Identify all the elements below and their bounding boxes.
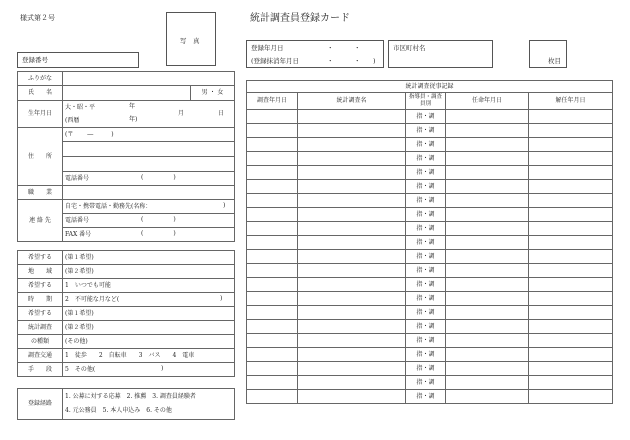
table-row (247, 362, 613, 376)
record-cell[interactable] (298, 124, 406, 138)
contact-fax-cell[interactable] (63, 228, 235, 242)
record-cell[interactable] (529, 152, 613, 166)
table-row (247, 110, 613, 124)
record-cell[interactable] (298, 250, 406, 264)
contact-type-label: 自宅・携帯電話・勤務先(名称： (65, 202, 152, 210)
record-cell[interactable] (298, 194, 406, 208)
reg-date-sep-2: ・ (354, 44, 361, 52)
record-cell[interactable] (247, 348, 298, 362)
record-cell[interactable] (529, 110, 613, 124)
record-cell[interactable] (446, 292, 529, 306)
record-cell[interactable] (446, 222, 529, 236)
year-unit: 年 (129, 103, 136, 110)
record-role-cell[interactable]: 指・調 (406, 236, 446, 250)
fax-parens: ( ) (141, 230, 176, 237)
record-cell[interactable] (446, 264, 529, 278)
record-cell[interactable] (247, 264, 298, 278)
table-row (247, 166, 613, 180)
type-label-1: 希望する (18, 307, 63, 321)
record-role-cell[interactable]: 指・調 (406, 306, 446, 320)
western-close: 年) (129, 116, 138, 123)
record-cell[interactable] (247, 166, 298, 180)
registration-date-box (246, 40, 384, 68)
record-cell[interactable] (529, 292, 613, 306)
record-cell[interactable] (298, 222, 406, 236)
record-cell[interactable] (446, 376, 529, 390)
reg-date-label: 登録年月日 (251, 44, 284, 52)
route-line-2: 4. 元公務員 5. 本人申込み 6. その他 (65, 407, 172, 414)
record-cell[interactable] (446, 166, 529, 180)
record-cell[interactable] (529, 250, 613, 264)
record-role-cell[interactable]: 指・調 (406, 376, 446, 390)
record-cell[interactable] (529, 334, 613, 348)
type-label-3: の種類 (18, 335, 63, 349)
address-phone-label: 電話番号 (65, 174, 90, 182)
record-cell[interactable] (446, 390, 529, 404)
birth-era-cell[interactable] (63, 101, 235, 115)
route-label: 登録経路 (18, 389, 63, 420)
transport-label-1: 調査交通 (18, 349, 63, 363)
time-option-2-cell[interactable] (63, 293, 235, 307)
record-cell[interactable] (446, 362, 529, 376)
record-cell[interactable] (298, 362, 406, 376)
record-cell[interactable] (529, 264, 613, 278)
table-row (247, 236, 613, 250)
area-second-choice[interactable]: (第２希望) (63, 265, 235, 279)
record-cell[interactable] (298, 376, 406, 390)
record-cell[interactable] (298, 264, 406, 278)
record-cell[interactable] (529, 376, 613, 390)
record-cell[interactable] (298, 306, 406, 320)
record-cell[interactable] (247, 278, 298, 292)
table-row (247, 138, 613, 152)
table-row (247, 180, 613, 194)
record-role-cell[interactable]: 指・調 (406, 194, 446, 208)
table-row (247, 320, 613, 334)
furigana-field[interactable] (63, 72, 235, 86)
type-other[interactable]: (その他) (63, 335, 235, 349)
record-cell[interactable] (529, 138, 613, 152)
western-open: (西暦 (65, 116, 80, 124)
table-row (247, 124, 613, 138)
municipality-box (388, 40, 493, 68)
form-number: 様式第２号 (20, 14, 55, 22)
record-cell[interactable] (446, 320, 529, 334)
time-option-1[interactable]: 1 いつでも可能 (63, 279, 235, 293)
transport-other-close: ) (161, 365, 164, 372)
record-cell[interactable] (298, 320, 406, 334)
record-cell[interactable] (298, 278, 406, 292)
address-line-1[interactable] (63, 142, 235, 157)
transport-options[interactable]: 1 徒歩 2 自転車 3 バス 4 電車 (63, 349, 235, 363)
occupation-label: 職 業 (18, 186, 63, 200)
registration-route-table (17, 388, 235, 420)
type-second-choice[interactable]: (第２希望) (63, 321, 235, 335)
table-row (247, 208, 613, 222)
contact-phone-label: 電話番号 (65, 216, 90, 224)
record-header-row (247, 93, 613, 110)
record-cell[interactable] (529, 180, 613, 194)
record-cell[interactable] (529, 348, 613, 362)
record-cell[interactable] (247, 222, 298, 236)
address-phone-cell[interactable] (63, 172, 235, 186)
photo-label: 写 真 (180, 37, 200, 45)
table-row (247, 264, 613, 278)
record-cell[interactable] (298, 390, 406, 404)
dereg-date-close: ) (373, 57, 376, 65)
occupation-field[interactable] (63, 186, 235, 200)
record-role-cell[interactable]: 指・調 (406, 390, 446, 404)
record-header-4: 解任年月日 (529, 93, 613, 110)
record-cell[interactable] (529, 278, 613, 292)
record-role-cell[interactable]: 指・調 (406, 278, 446, 292)
record-cell[interactable] (446, 236, 529, 250)
registration-number-box (17, 52, 139, 68)
survey-record-table (246, 80, 613, 404)
record-role-cell[interactable]: 指・調 (406, 334, 446, 348)
record-cell[interactable] (298, 292, 406, 306)
record-cell[interactable] (298, 180, 406, 194)
time-label-2: 時 期 (18, 293, 63, 307)
record-cell[interactable] (529, 222, 613, 236)
record-cell[interactable] (247, 124, 298, 138)
record-cell[interactable] (247, 208, 298, 222)
name-label: 氏 名 (18, 86, 63, 101)
record-role-cell[interactable]: 指・調 (406, 138, 446, 152)
record-cell[interactable] (446, 208, 529, 222)
record-cell[interactable] (298, 152, 406, 166)
table-row (247, 348, 613, 362)
preferences-table (17, 250, 235, 377)
record-cell[interactable] (446, 250, 529, 264)
birth-western-cell[interactable] (63, 110, 235, 128)
record-role-cell[interactable]: 指・調 (406, 222, 446, 236)
era-options: 大・昭・平 (65, 103, 96, 111)
table-row (247, 194, 613, 208)
record-cell[interactable] (529, 390, 613, 404)
page-count-label: 枚目 (548, 57, 561, 65)
record-cell[interactable] (529, 236, 613, 250)
table-row (247, 292, 613, 306)
type-first-choice[interactable]: (第１希望) (63, 307, 235, 321)
record-role-cell[interactable]: 指・調 (406, 292, 446, 306)
record-cell[interactable] (298, 334, 406, 348)
record-header-0: 調査年月日 (247, 93, 298, 110)
record-role-cell[interactable]: 指・調 (406, 110, 446, 124)
record-cell[interactable] (247, 194, 298, 208)
table-row (247, 152, 613, 166)
record-cell[interactable] (529, 362, 613, 376)
record-cell[interactable] (298, 208, 406, 222)
table-row (247, 222, 613, 236)
page-title: 統計調査員登録カード (250, 13, 350, 24)
record-cell[interactable] (298, 348, 406, 362)
area-label-1: 希望する (18, 251, 63, 265)
address-label: 住 所 (18, 128, 63, 186)
contact-phone-cell[interactable] (63, 214, 235, 228)
furigana-label: ふりがな (18, 72, 63, 86)
record-cell[interactable] (529, 320, 613, 334)
table-row (247, 278, 613, 292)
personal-info-table (17, 71, 235, 242)
record-role-cell[interactable]: 指・調 (406, 166, 446, 180)
record-cell[interactable] (247, 390, 298, 404)
reg-date-sep-1: ・ (327, 44, 334, 52)
record-role-cell[interactable]: 指・調 (406, 152, 446, 166)
record-cell[interactable] (446, 180, 529, 194)
name-field[interactable] (63, 86, 191, 101)
contact-type-close: ) (223, 202, 226, 209)
record-role-cell[interactable]: 指・調 (406, 320, 446, 334)
table-row (247, 376, 613, 390)
table-row (247, 334, 613, 348)
route-line-1: 1. 公募に対する応募 2. 推薦 3. 調査員経験者 (65, 393, 196, 400)
route-options-cell[interactable] (63, 389, 235, 420)
record-cell[interactable] (446, 306, 529, 320)
record-role-cell[interactable]: 指・調 (406, 208, 446, 222)
contact-type-cell[interactable] (63, 200, 235, 214)
record-cell[interactable] (247, 292, 298, 306)
dereg-date-sep-2: ・ (354, 57, 361, 65)
record-cell[interactable] (247, 320, 298, 334)
record-header-1: 統計調査名 (298, 93, 406, 110)
municipality-label: 市区町村名 (393, 44, 426, 52)
birth-label: 生年月日 (18, 101, 63, 128)
time-option-2-close: ) (220, 295, 223, 302)
record-cell[interactable] (247, 306, 298, 320)
month-unit: 月 (178, 110, 185, 117)
record-cell[interactable] (298, 236, 406, 250)
record-cell[interactable] (529, 194, 613, 208)
postal-field[interactable]: (〒 ― ) (63, 128, 235, 142)
record-header-2: 指導員・調査員別 (406, 93, 446, 110)
record-title: 統計調査従事記録 (247, 81, 613, 93)
record-cell[interactable] (298, 110, 406, 124)
registration-number-label: 登録番号 (22, 56, 48, 64)
record-role-cell[interactable]: 指・調 (406, 180, 446, 194)
record-cell[interactable] (247, 138, 298, 152)
record-cell[interactable] (446, 152, 529, 166)
area-first-choice[interactable]: (第１希望) (63, 251, 235, 265)
photo-box (166, 12, 216, 66)
record-role-cell[interactable]: 指・調 (406, 250, 446, 264)
record-cell[interactable] (247, 110, 298, 124)
table-row (247, 390, 613, 404)
record-cell[interactable] (529, 166, 613, 180)
dereg-date-label: (登録抹消年月日 (251, 57, 300, 65)
dereg-date-sep-1: ・ (327, 57, 334, 65)
record-cell[interactable] (298, 166, 406, 180)
time-option-2: 2 不可能な月など( (65, 295, 120, 303)
transport-other: 5 その他( (65, 365, 96, 373)
table-row (247, 306, 613, 320)
record-cell[interactable] (247, 334, 298, 348)
address-phone-parens: ( ) (141, 174, 176, 181)
transport-label-2: 手 段 (18, 363, 63, 377)
transport-other-cell[interactable] (63, 363, 235, 377)
table-row (247, 250, 613, 264)
record-cell[interactable] (247, 180, 298, 194)
record-cell[interactable] (446, 124, 529, 138)
contact-phone-parens: ( ) (141, 216, 176, 223)
area-label-2: 地 域 (18, 265, 63, 279)
record-cell[interactable] (446, 334, 529, 348)
record-role-cell[interactable]: 指・調 (406, 362, 446, 376)
type-label-2: 統計調査 (18, 321, 63, 335)
record-cell[interactable] (529, 306, 613, 320)
record-cell[interactable] (247, 236, 298, 250)
record-cell[interactable] (529, 208, 613, 222)
address-line-2[interactable] (63, 157, 235, 172)
record-cell[interactable] (446, 278, 529, 292)
time-label-1: 希望する (18, 279, 63, 293)
day-unit: 日 (218, 110, 225, 117)
record-body (247, 110, 613, 404)
record-cell[interactable] (247, 376, 298, 390)
gender-field[interactable]: 男 ・ 女 (191, 86, 235, 101)
record-cell[interactable] (247, 362, 298, 376)
record-role-cell[interactable]: 指・調 (406, 348, 446, 362)
contact-label: 連 絡 先 (18, 200, 63, 242)
fax-label: FAX 番号 (65, 230, 92, 238)
record-cell[interactable] (247, 152, 298, 166)
record-cell[interactable] (446, 138, 529, 152)
record-cell[interactable] (247, 250, 298, 264)
record-cell[interactable] (529, 124, 613, 138)
record-header-3: 任命年月日 (446, 93, 529, 110)
record-cell[interactable] (446, 110, 529, 124)
record-cell[interactable] (446, 194, 529, 208)
record-cell[interactable] (446, 348, 529, 362)
record-role-cell[interactable]: 指・調 (406, 264, 446, 278)
record-cell[interactable] (298, 138, 406, 152)
record-role-cell[interactable]: 指・調 (406, 124, 446, 138)
